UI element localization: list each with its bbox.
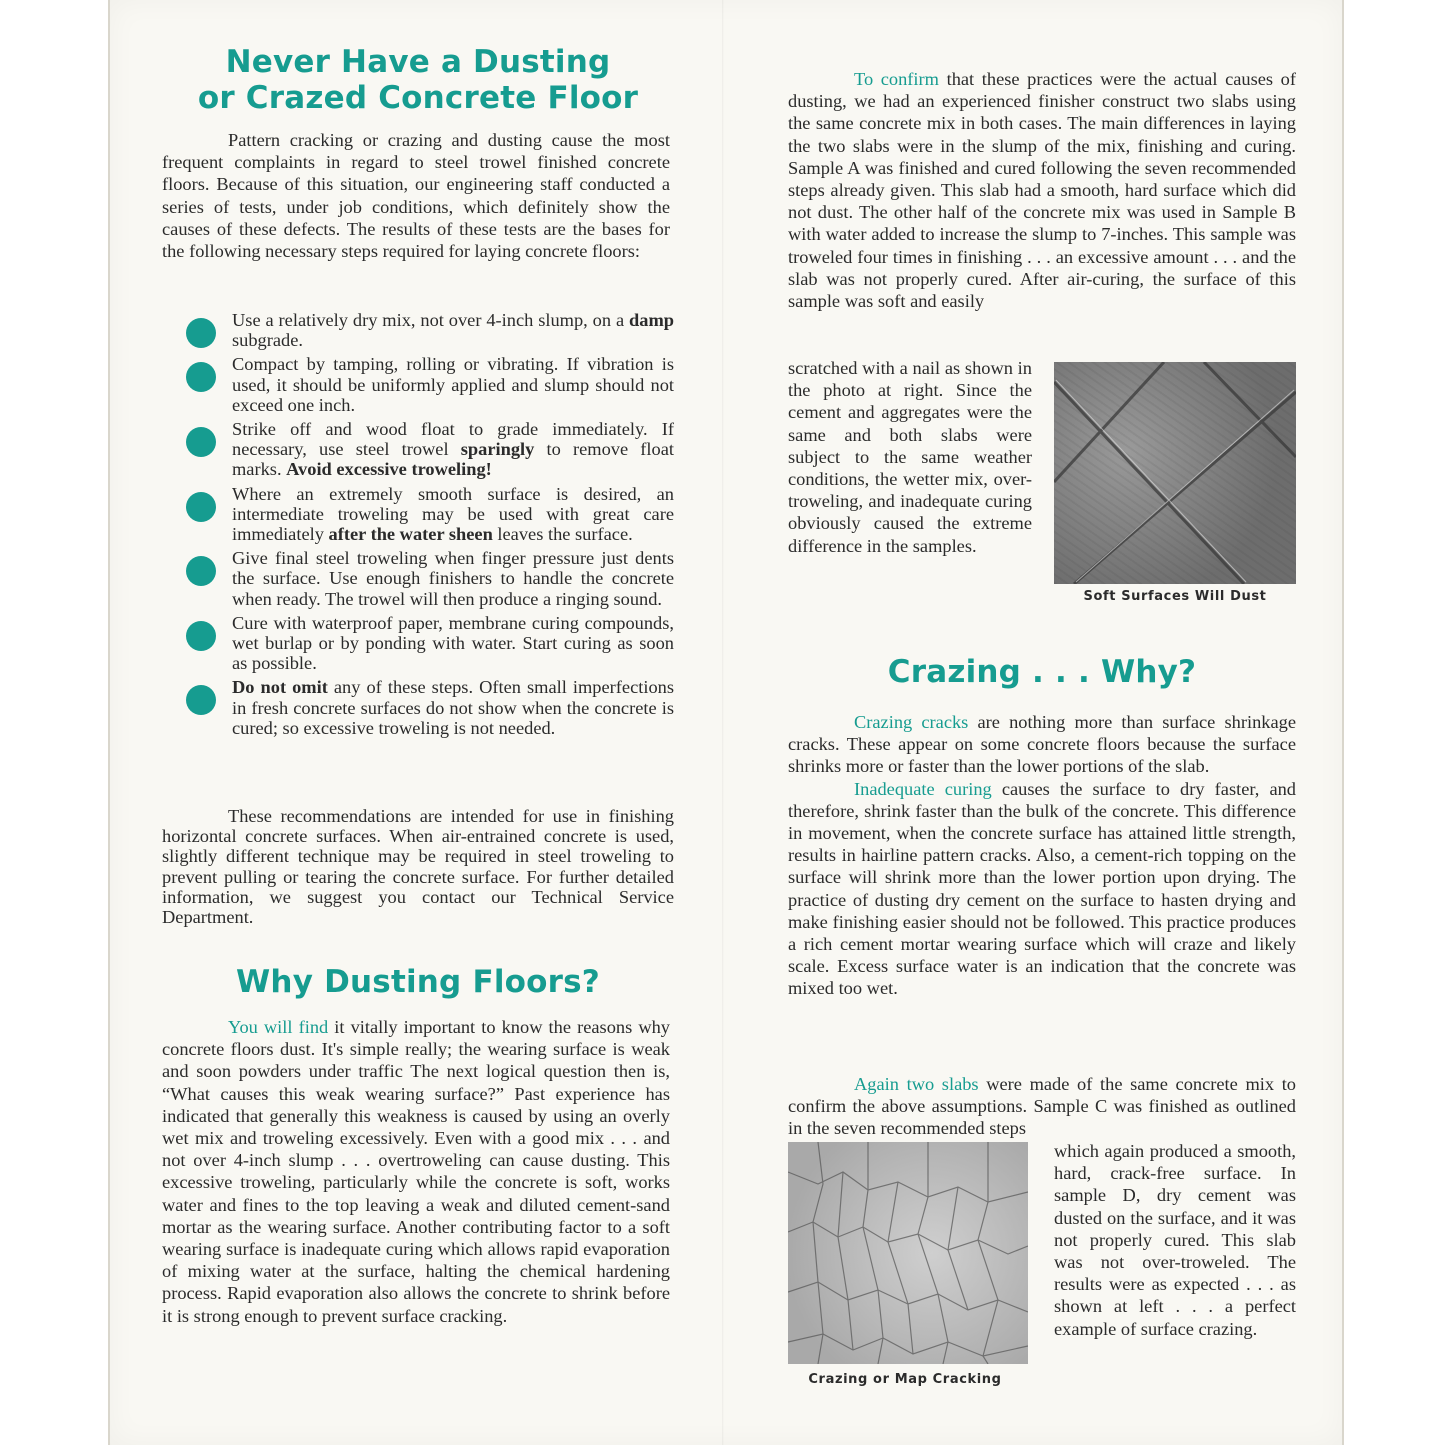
photo-soft-surface-caption: Soft Surfaces Will Dust [1083, 589, 1267, 604]
bullet-dot-icon [186, 492, 216, 522]
list-item: Where an extremely smooth surface is desired, an intermediate troweling may be used with great care immediately after the water sheen leaves the surface. [162, 484, 674, 545]
main-title [162, 44, 674, 116]
crazing-paragraph: Crazing cracks are nothing more than surface shrinkage cracks. These appear on some concrete floors because the surface shrinks more or faster than the lower portions of the slab. [788, 712, 1296, 777]
why-dusting-title: Why Dusting Floors? [236, 964, 600, 1000]
bullet-dot-icon [186, 621, 216, 651]
lead-phrase: You will find [228, 1017, 329, 1037]
bullet-dot-icon [186, 318, 216, 348]
again-paragraph: Again two slabs were made of the same concrete mix to confirm the above assumptions. Sample C was finished as outlined in the seven recommended steps [788, 1074, 1296, 1139]
list-item: Use a relatively dry mix, not over 4-inch slump, on a damp subgrade. [162, 310, 674, 350]
lead-phrase: Crazing cracks [854, 712, 969, 732]
list-item: Do not omit any of these steps. Often small imperfections in fresh concrete surfaces do not show when the concrete is cured; so excessive troweling is not needed. [162, 677, 674, 738]
list-item: Strike off and wood float to grade immediately. If necessary, use steel trowel sparingly to remove float marks. Avoid excessive troweling! [162, 419, 674, 480]
lead-phrase: Inadequate curing [854, 778, 992, 799]
lead-phrase: To confirm [854, 69, 939, 89]
page-fold [722, 0, 724, 1445]
recommendations-paragraph: These recommendations are intended for use in finishing horizontal concrete surfaces. When air-entrained concrete is used, slightly different technique may be required in steel troweling to prevent pulling or tearing the concrete surface. For further detailed information, we suggest you contact our Technical Service Department. [162, 806, 674, 928]
photo-crazing-caption: Crazing or Map Cracking [808, 1372, 1002, 1387]
main-title-line1: Never Have a Dusting [225, 44, 611, 80]
bullet-dot-icon [186, 427, 216, 457]
photo-soft-surface [1054, 362, 1296, 584]
list-item: Compact by tamping, rolling or vibrating. If vibration is used, it should be uniformly applied and slump should not exceed one inch. [162, 354, 674, 415]
bullet-dot-icon [186, 362, 216, 392]
photo-crazing-cracks [788, 1142, 1028, 1364]
intro-paragraph: Pattern cracking or crazing and dusting cause the most frequent complaints in regard to steel trowel finished concrete floors. Because of this situation, our engineering staff conducted a series of tests, under job conditions, which definitely show the causes of these defects. The results of these tests are the bases for the following necessary steps required for laying concrete floors: [162, 130, 670, 262]
list-item: Give final steel troweling when finger pressure just dents the surface. Use enough finishers to handle the concrete when ready. The trowel will then produce a ringing sound. [162, 548, 674, 609]
confirm-paragraph: To confirm that these practices were the actual causes of dusting, we had an experienced finisher construct two slabs using the same concrete mix in both cases. The main differences in laying the two slabs were in the slump of the mix, finishing and curing. Sample A was finished and cured following the seven recommended steps already given. This slab had a smooth, hard surface which did not dust. The other half of the concrete mix was used in Sample B with water added to increase the slump to 7-inches. This sample was troweled four times in finishing . . . an excessive amount . . . and the slab was not properly cured. After air-curing, the surface of this sample was soft and easily [788, 69, 1296, 312]
bullet-dot-icon [186, 556, 216, 586]
list-item: Cure with waterproof paper, membrane curing compounds, wet burlap or by ponding with water. Start curing as soon as possible. [162, 613, 674, 674]
crazing-section [788, 711, 1296, 1000]
photo-soft-surface-scratches [1054, 362, 1296, 584]
photo-crazing [788, 1142, 1028, 1364]
confirm-wrap-text: scratched with a nail as shown in the photo at right. Since the cement and aggregates were the same and both slabs were subject to the same weather conditions, the wetter mix, over-troweling, and inadequate curing obviously caused the extreme difference in the samples. [788, 358, 1032, 556]
again-wrap-text: which again produced a smooth, hard, crack-free surface. In sample D, dry cement was dusted on the surface, and it was not properly cured. This slab was not over-troweled. The results were as expected . . . as shown at left . . . a perfect example of surface crazing. [1054, 1141, 1296, 1339]
curing-paragraph: Inadequate curing causes the surface to dry faster, and therefore, shrink faster than the bulk of the concrete. This difference in movement, when the concrete surface has attained little strength, results in hairline pattern cracks. Also, a cement-rich topping on the surface will shrink more than the lower portion upon drying. The practice of dusting dry cement on the surface to hasten drying and make finishing easier should not be followed. This practice produces a rich cement mortar wearing surface which will craze and likely scale. Excess surface water is an indication that the concrete was mixed too wet. [788, 778, 1297, 999]
lead-phrase: Again two slabs [854, 1074, 979, 1094]
main-title-line2: or Crazed Concrete Floor [197, 80, 639, 116]
steps-list [162, 310, 674, 742]
crazing-title: Crazing . . . Why? [887, 654, 1197, 690]
bullet-dot-icon [186, 685, 216, 715]
why-dusting-paragraph: You will find it vitally important to know the reasons why concrete floors dust. It's simple really; the wearing surface is weak and soon powders under traffic The next logical question then is, “What causes this weak wearing surface?” Past experience has indicated that generally this weakness is caused by using an overly wet mix and troweling excessively. Even with a good mix . . . and not over 4-inch slump . . . overtroweling can cause dusting. This excessive troweling, particularly while the concrete is soft, works water and fines to the top leaving a weak and diluted cement-sand mortar as the wearing surface. Another contributing factor to a soft wearing surface is inadequate curing which allows rapid evaporation of mixing water at the surface, halting the chemical hardening process. Rapid evaporation also allows the concrete to shrink before it is strong enough to prevent surface cracking. [162, 1017, 670, 1326]
